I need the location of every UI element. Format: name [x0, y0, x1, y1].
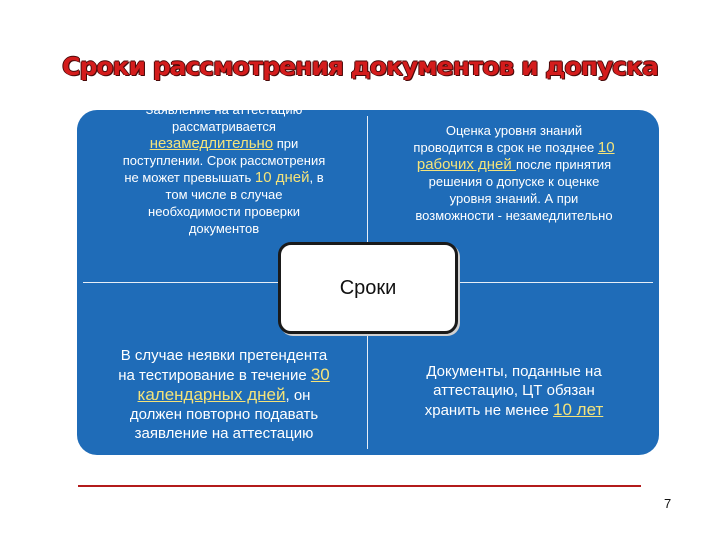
- q1-text-d: , в: [309, 170, 324, 185]
- q2-line-5: уровня знаний. А при: [449, 191, 579, 206]
- q2-highlight-10: 10: [597, 139, 615, 156]
- q1-text-c: не может превышать: [124, 170, 255, 185]
- quadrant-top-left: [85, 102, 363, 237]
- q1-text-a: при: [273, 136, 299, 151]
- q3-line-2: [85, 365, 363, 385]
- q1-highlight-days: 10 дней: [254, 169, 310, 186]
- page-number: 7: [664, 496, 672, 511]
- quadrant-bottom-right: [375, 362, 653, 420]
- quadrant-top-right: [375, 122, 653, 224]
- q4-text-a: хранить не менее: [424, 402, 554, 419]
- q3-line-1: В случае неявки претендента: [120, 347, 328, 364]
- q3-highlight-calendar-days: календарных дней: [137, 385, 286, 404]
- q2-line-3: [375, 156, 653, 173]
- q2-line-4: решения о допуске к оценке: [428, 174, 600, 189]
- q4-line-3: [375, 400, 653, 420]
- q1-highlight-immediately: незамедлительно: [149, 135, 274, 152]
- slide-title: Сроки рассмотрения документов и допуска: [62, 52, 658, 81]
- q1-line-6: необходимости проверки: [148, 204, 300, 219]
- q4-highlight-years: 10 лет: [553, 400, 604, 419]
- q1-line-7: документов: [188, 221, 260, 236]
- q1-line-4: [85, 169, 363, 186]
- footer-rule: [78, 485, 641, 487]
- q3-text-b: , он: [285, 387, 311, 404]
- q1-line-3: поступлении. Срок рассмотрения: [122, 153, 326, 168]
- q3-line-3: [85, 385, 363, 405]
- center-label-box: [278, 242, 458, 334]
- q1-line-5: том числе в случае: [165, 187, 283, 202]
- q3-line-5: заявление на аттестацию: [134, 425, 314, 442]
- q2-text-a: проводится в срок не позднее: [413, 140, 598, 155]
- q2-line-1: Оценка уровня знаний: [445, 123, 583, 138]
- q2-line-2: [375, 139, 653, 156]
- q4-line-1: Документы, поданные на: [426, 363, 602, 380]
- center-label: Сроки: [339, 276, 397, 299]
- q3-highlight-30: 30: [310, 365, 330, 384]
- quadrant-bottom-left: [85, 346, 363, 443]
- q4-line-2: аттестацию, ЦТ обязан: [433, 382, 595, 399]
- q1-line-clipped: Заявление на аттестацию: [145, 102, 303, 117]
- q1-line-2: [85, 135, 363, 152]
- q2-highlight-workdays: рабочих дней: [416, 156, 516, 173]
- q3-line-4: должен повторно подавать: [129, 406, 319, 423]
- q2-line-6: возможности - незамедлительно: [415, 208, 613, 223]
- q1-line-1: рассматривается: [172, 119, 276, 134]
- q2-text-b: после принятия: [515, 157, 612, 172]
- q3-text-a: на тестирование в течение: [118, 367, 311, 384]
